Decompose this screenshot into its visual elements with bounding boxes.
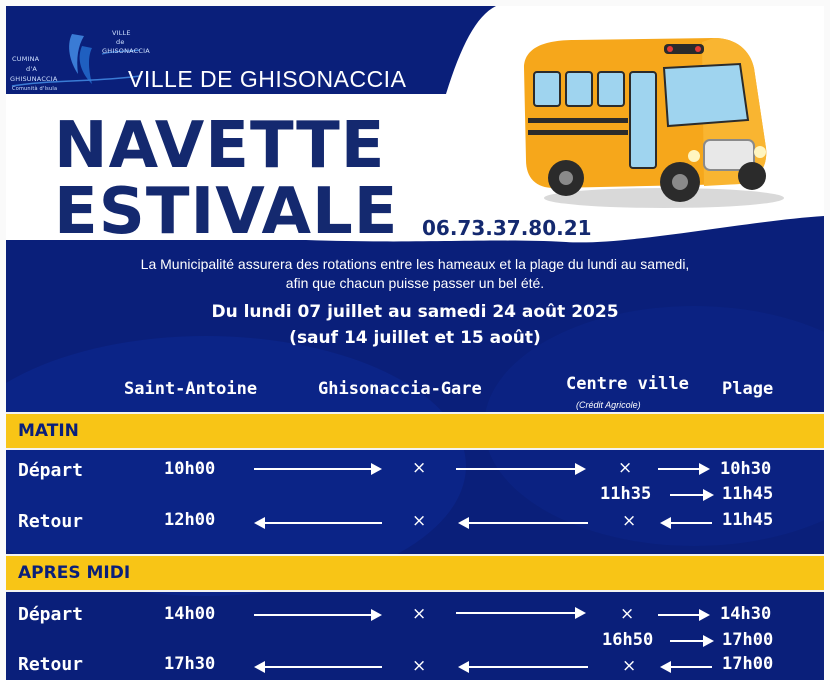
logo-right-line: GHISONACCIA xyxy=(102,47,150,55)
arrow-right-icon xyxy=(254,609,382,621)
arrow-left-icon xyxy=(458,517,588,529)
title-line-2: ESTIVALE xyxy=(54,175,399,249)
time-afternoon-extra-arrival: 17h00 xyxy=(722,630,774,650)
intro-line-1: La Municipalité assurera des rotations entre les hameaux et la plage du lundi au samedi, xyxy=(140,256,690,272)
logo-right-line: VILLE xyxy=(112,29,131,37)
date-exceptions: (sauf 14 juillet et 15 août) xyxy=(289,328,541,348)
time-morning-return-start: 11h45 xyxy=(722,510,774,530)
no-stop-icon: × xyxy=(412,511,427,531)
row-label-afternoon-return: Retour xyxy=(18,654,84,675)
arrow-left-icon xyxy=(254,661,382,673)
column-header-saint-antoine: Saint-Antoine xyxy=(124,379,258,399)
arrow-right-icon xyxy=(456,607,586,619)
time-morning-return: 12h00 xyxy=(164,510,216,530)
column-header-gare: Ghisonaccia-Gare xyxy=(318,379,482,399)
intro-line-2: afin que chacun puisse passer un bel été. xyxy=(285,275,545,291)
no-stop-icon: × xyxy=(622,656,637,676)
time-afternoon-extra: 16h50 xyxy=(602,630,654,650)
column-header-centre-ville: Centre ville xyxy=(566,374,689,394)
time-morning-depart: 10h00 xyxy=(164,459,216,479)
row-label-morning-depart: Départ xyxy=(18,460,84,481)
section-band-morning xyxy=(6,412,824,450)
logo-left-line: GHISUNACCIA xyxy=(10,75,58,83)
time-morning-extra-arrival: 11h45 xyxy=(722,484,774,504)
arrow-left-icon xyxy=(254,517,382,529)
column-header-plage: Plage xyxy=(722,379,774,399)
arrow-right-icon xyxy=(658,609,710,621)
title-line-1: NAVETTE xyxy=(54,109,386,183)
arrow-right-icon xyxy=(670,635,714,647)
logo-left-line: CUMINA xyxy=(12,55,40,63)
arrow-left-icon xyxy=(660,517,712,529)
arrow-right-icon xyxy=(254,463,382,475)
arrow-right-icon xyxy=(658,463,710,475)
section-label-afternoon: APRES MIDI xyxy=(18,563,131,583)
city-name: VILLE DE GHISONACCIA xyxy=(128,66,407,92)
municipal-logo xyxy=(6,6,150,98)
section-band-afternoon xyxy=(6,554,824,592)
time-afternoon-return: 17h30 xyxy=(164,654,216,674)
column-subheader-centre-ville: (Crédit Agricole) xyxy=(576,400,641,410)
no-stop-icon: × xyxy=(412,458,427,478)
logo-left-line: Comunità d'Isula xyxy=(12,86,58,92)
section-label-morning: MATIN xyxy=(18,421,79,441)
no-stop-icon: × xyxy=(618,458,633,478)
no-stop-icon: × xyxy=(412,656,427,676)
logo-right-line: de xyxy=(116,38,125,46)
time-afternoon-depart: 14h00 xyxy=(164,604,216,624)
arrow-right-icon xyxy=(670,489,714,501)
row-label-afternoon-depart: Départ xyxy=(18,604,84,625)
no-stop-icon: × xyxy=(622,511,637,531)
time-afternoon-return-start: 17h00 xyxy=(722,654,774,674)
no-stop-icon: × xyxy=(412,604,427,624)
arrow-left-icon xyxy=(660,661,712,673)
row-label-morning-return: Retour xyxy=(18,511,84,532)
arrow-left-icon xyxy=(458,661,588,673)
school-bus-icon xyxy=(514,28,786,218)
poster xyxy=(6,6,824,680)
date-range: Du lundi 07 juillet au samedi 24 août 2025 xyxy=(211,302,619,322)
arrow-right-icon xyxy=(456,463,586,475)
no-stop-icon: × xyxy=(620,604,635,624)
phone-number: 06.73.37.80.21 xyxy=(422,216,592,240)
logo-left-line: d'A xyxy=(26,65,37,73)
time-afternoon-depart-arrival: 14h30 xyxy=(720,604,772,624)
time-morning-extra: 11h35 xyxy=(600,484,652,504)
time-morning-depart-arrival: 10h30 xyxy=(720,459,772,479)
